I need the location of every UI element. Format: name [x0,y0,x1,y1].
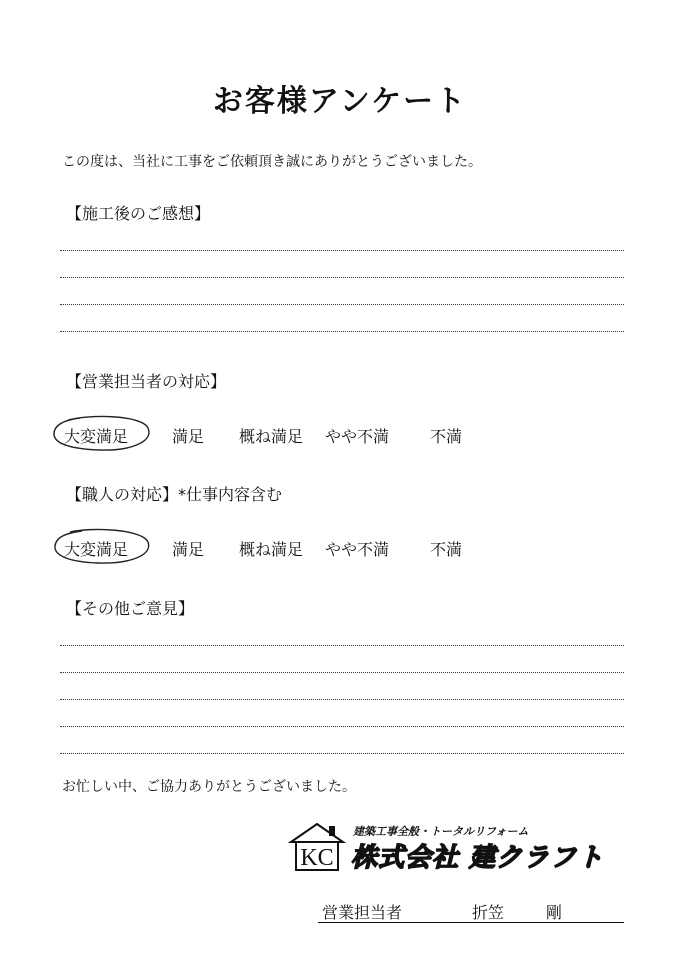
craftsmen-option-very-satisfied: 大変満足 [64,540,129,559]
craftsmen-option-somewhat-dissatisfied: やや不満 [325,540,390,559]
impressions-line-1 [60,250,624,251]
sales-option-satisfied: 満足 [172,427,205,446]
other-line-1 [60,645,624,646]
staff-label: 営業担当者 [322,903,403,922]
page-title: お客様アンケート [212,84,468,119]
craftsmen-option-mostly-satisfied: 概ね満足 [239,540,304,559]
staff-surname: 折笠 [472,903,505,922]
craftsmen-heading: 【職人の対応】*仕事内容含む [66,485,283,504]
craftsmen-option-dissatisfied: 不満 [430,540,463,559]
sales-option-mostly-satisfied: 概ね満足 [239,427,304,446]
company-logo [287,820,607,872]
other-line-4 [60,726,624,727]
sales-heading: 【営業担当者の対応】 [66,372,227,391]
impressions-line-3 [60,304,624,305]
craftsmen-option-satisfied: 満足 [172,540,205,559]
other-line-2 [60,672,624,673]
impressions-line-2 [60,277,624,278]
staff-given-name: 剛 [546,903,563,922]
sales-option-dissatisfied: 不満 [430,427,463,446]
intro-text: この度は、当社に工事をご依頼頂き誠にありがとうございました。 [62,154,482,170]
svg-text:建築工事全般・トータルリフォーム: 建築工事全般・トータルリフォーム [353,825,529,838]
other-line-5 [60,753,624,754]
impressions-line-4 [60,331,624,332]
house-kc-icon [287,820,607,872]
svg-text:KC: KC [300,845,334,871]
sales-option-very-satisfied: 大変満足 [64,427,129,446]
other-line-3 [60,699,624,700]
svg-text:株式会社 建クラフト: 株式会社 建クラフト [351,843,605,872]
impressions-heading: 【施工後のご感想】 [66,204,211,223]
sales-staff-line [318,900,624,923]
other-heading: 【その他ご意見】 [66,599,195,618]
sales-option-somewhat-dissatisfied: やや不満 [325,427,390,446]
closing-text: お忙しい中、ご協力ありがとうございました。 [62,779,356,795]
